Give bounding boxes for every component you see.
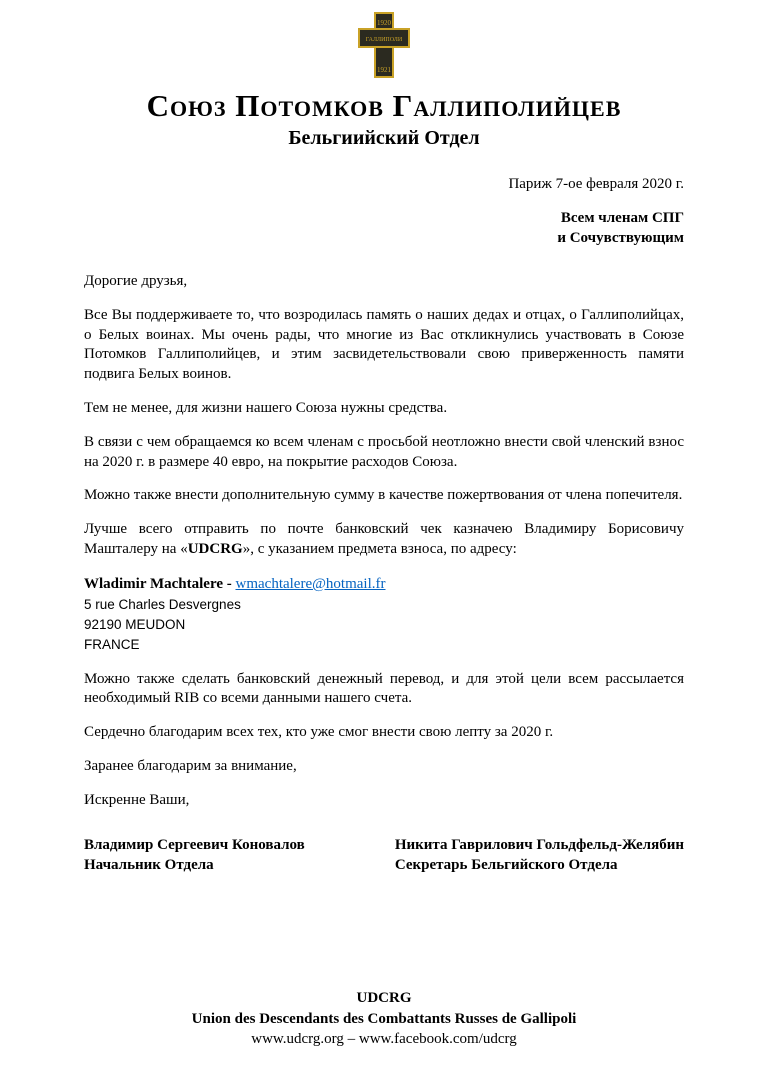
paragraph-5-org-abbr: UDCRG (187, 541, 243, 558)
address-city: 92190 MEUDON (84, 617, 186, 633)
signature-left-title: Начальник Отдела (84, 856, 214, 873)
gallipoli-cross-emblem (84, 12, 684, 83)
paragraph-2: Тем не менее, для жизни нашего Союза нужны средства. (84, 400, 448, 417)
address-country: FRANCE (84, 637, 140, 653)
paragraph-4: Можно также внести дополнительную сумму в качестве пожертвования от члена попечителя. (84, 487, 683, 504)
recipient-block (84, 209, 684, 248)
cross-icon (358, 12, 410, 78)
treasurer-email-link[interactable]: wmachtalere@hotmail.fr (235, 575, 386, 592)
paragraph-5-text-before: Лучше всего отправить по почте банковский чек казначею Владимиру Борисовичу Машталеру на « (84, 521, 684, 558)
signature-right (395, 835, 684, 876)
treasurer-address-block (84, 574, 684, 656)
emblem-name: ГАЛЛИПОЛИ (365, 37, 403, 43)
footer-org-abbr: UDCRG (356, 990, 412, 1007)
footer-links: www.udcrg.org – www.facebook.com/udcrg (251, 1030, 517, 1047)
paragraph-5 (84, 520, 684, 560)
recipient-line-2: и Сочувствующим (557, 229, 684, 246)
paragraph-3: В связи с чем обращаемся ко всем членам с просьбой неотложно внести свой членский взнос на 2020 г. в размере 40 евро, на покрытие расходов Союза. (84, 433, 684, 470)
emblem-year-bottom: 1921 (377, 66, 391, 74)
paragraph-6: Можно также сделать банковский денежный перевод, и для этой цели всем рассылается необходимый RIB со всеми данными нашего счета. (84, 670, 684, 707)
treasurer-name-line (84, 574, 684, 595)
letter-footer (0, 988, 768, 1049)
emblem-year-top: 1920 (377, 19, 391, 27)
paragraph-1: Все Вы поддерживаете то, что возродилась память о наших дедах и отцах, о Галлиполийцах, о Белых воинах. Мы очень рады, что многие из Вас откликнулись участвовать в Союзе Потомков Галлиполийцев, и этим засвидетельствовали свою приверженность памяти подвига Белых воинов. (84, 306, 684, 383)
dateline: Париж 7-ое февраля 2020 г. (508, 176, 684, 193)
salutation: Дорогие друзья, (84, 273, 188, 290)
page-subtitle: Бельгиийский Отдел (288, 127, 480, 150)
treasurer-name: Wladimir Machtalere - (84, 575, 236, 592)
letter-body (84, 272, 684, 811)
paragraph-7: Сердечно благодарим всех тех, кто уже смог внести свою лепту за 2020 г. (84, 724, 554, 741)
signature-right-title: Секретарь Бельгийского Отдела (394, 856, 618, 873)
signature-left (84, 835, 305, 876)
address-street: 5 rue Charles Desvergnes (84, 596, 241, 612)
footer-org-full-name: Union des Descendants des Combattants Russes de Gallipoli (191, 1010, 577, 1027)
recipient-line-1: Всем членам СПГ (560, 210, 684, 227)
paragraph-8: Заранее благодарим за внимание, (84, 758, 297, 774)
signature-block (84, 835, 684, 876)
signature-left-name: Владимир Сергеевич Коновалов (84, 836, 305, 853)
page-title: Союз Потомков Галлиполийцев (146, 88, 622, 123)
paragraph-9: Искренне Ваши, (84, 791, 190, 808)
paragraph-5-text-after: », с указанием предмета взноса, по адресу: (242, 541, 517, 558)
signature-right-name: Никита Гаврилович Гольдфельд-Желябин (394, 836, 684, 853)
